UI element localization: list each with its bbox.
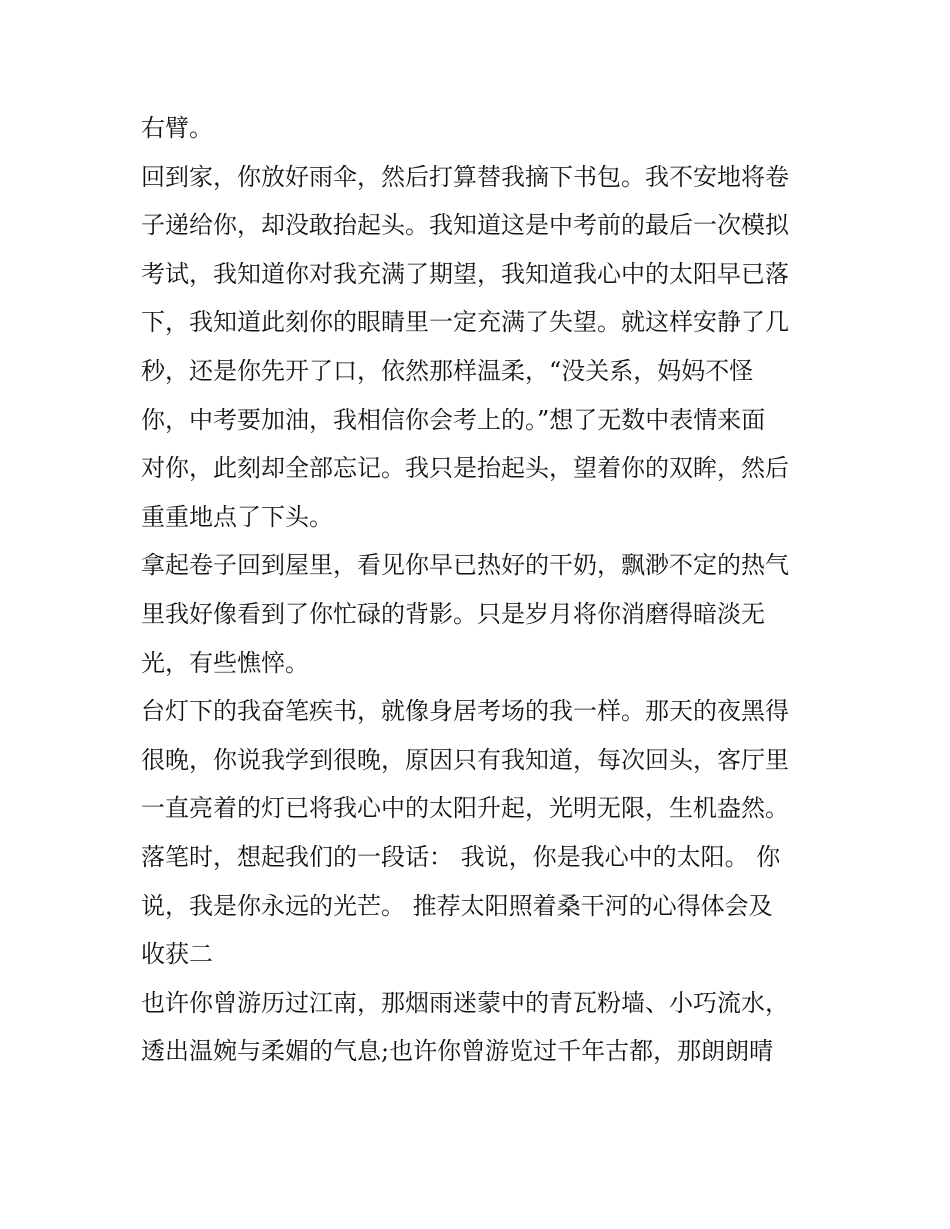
text-line: 台灯下的我奋笔疾书，就像身居考场的我一样。那天的夜黑得 xyxy=(141,697,789,726)
text-line: 下，我知道此刻你的眼睛里一定充满了失望。就这样安静了几 xyxy=(141,308,789,337)
text-line: 很晚，你说我学到很晚，原因只有我知道，每次回头，客厅里 xyxy=(141,745,789,774)
text-line: 对你，此刻却全部忘记。我只是抬起头，望着你的双眸，然后 xyxy=(141,454,789,483)
text-line: 子递给你，却没敢抬起头。我知道这是中考前的最后一次模拟 xyxy=(141,211,789,240)
document-body xyxy=(141,104,821,1076)
text-line: 考试，我知道你对我充满了期望，我知道我心中的太阳早已落 xyxy=(141,259,789,288)
text-line: 回到家，你放好雨伞，然后打算替我摘下书包。我不安地将卷 xyxy=(141,162,789,191)
text-line: 一直亮着的灯已将我心中的太阳升起，光明无限，生机盎然。 xyxy=(141,794,789,823)
text-line: 光，有些憔悴。 xyxy=(141,648,309,677)
text-line: 重重地点了下头。 xyxy=(141,502,333,531)
text-line: 里我好像看到了你忙碌的背影。只是岁月将你消磨得暗淡无 xyxy=(141,599,765,628)
text-line: 落笔时，想起我们的一段话： 我说，你是我心中的太阳。 你 xyxy=(141,842,781,871)
text-line: 收获二 xyxy=(141,940,213,969)
text-line: 右臂。 xyxy=(141,114,213,142)
text-line: 秒，还是你先开了口，依然那样温柔，“没关系，妈妈不怪 xyxy=(141,356,754,385)
text-line: 拿起卷子回到屋里，看见你早已热好的干奶，飘渺不定的热气 xyxy=(141,551,789,580)
text-line: 你，中考要加油，我相信你会考上的。”想了无数中表情来面 xyxy=(141,405,766,434)
text-line: 也许你曾游历过江南，那烟雨迷蒙中的青瓦粉墙、小巧流水， xyxy=(141,988,789,1017)
text-line: 透出温婉与柔媚的气息;也许你曾游览过千年古都，那朗朗晴 xyxy=(141,1037,774,1066)
text-line: 说，我是你永远的光芒。 推荐太阳照着桑干河的心得体会及 xyxy=(141,891,773,920)
